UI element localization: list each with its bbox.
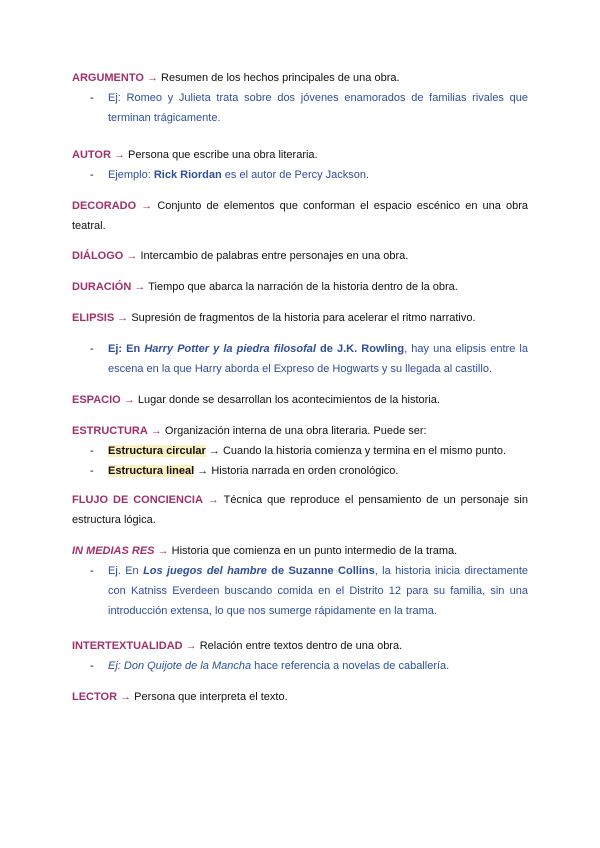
definition: Intercambio de palabras entre personajes en una obra.	[140, 250, 409, 262]
entry-line	[72, 68, 528, 88]
example-text: , la historia inicia directamente con Katniss Everdeen buscando comida en el Distrito 12 para su familia, sin una introducción extensa, lo que nos sumerge rápidamente en la trama.	[108, 565, 528, 617]
entry-argumento	[72, 68, 528, 128]
definition: Persona que interpreta el texto.	[134, 691, 288, 703]
author-name: de Suzanne Collins	[266, 565, 375, 577]
list-item	[72, 461, 528, 481]
bullet-dash: -	[90, 445, 94, 457]
term: INTERTEXTUALIDAD	[72, 640, 183, 652]
entry-decorado	[72, 196, 528, 236]
arrow-glyph: →	[208, 445, 220, 457]
arrow-glyph: →	[157, 545, 169, 557]
term: ESPACIO	[72, 394, 121, 406]
arrow-glyph: →	[113, 149, 125, 161]
term: FLUJO DE CONCIENCIA	[72, 494, 203, 506]
entry-espacio	[72, 390, 528, 410]
entry-estructura	[72, 421, 528, 481]
definition: Tiempo que abarca la narración de la historia dentro de la obra.	[148, 281, 458, 293]
definition: Conjunto de elementos que conforman el espacio escénico en una obra teatral.	[72, 200, 529, 232]
entry-line	[72, 421, 528, 441]
arrow-glyph: →	[126, 250, 138, 262]
arrow-glyph: →	[117, 312, 129, 324]
term: DURACIÓN	[72, 281, 132, 293]
entry-lector	[72, 687, 528, 707]
entry-intertextualidad	[72, 636, 528, 676]
bullet-dash: -	[90, 169, 94, 181]
term: ARGUMENTO	[72, 72, 144, 84]
entry-line	[72, 145, 528, 165]
definition: Supresión de fragmentos de la historia para acelerar el ritmo narrativo.	[131, 312, 476, 324]
entry-duracion	[72, 277, 528, 297]
item-text: Cuando la historia comienza y termina en el mismo punto.	[222, 445, 507, 457]
example-item	[72, 165, 528, 185]
example-text: hace referencia a novelas de caballería.	[251, 660, 450, 672]
example-item	[72, 88, 528, 128]
definition: Resumen de los hechos principales de una obra.	[161, 72, 400, 84]
bullet-dash: -	[90, 92, 94, 104]
bullet-dash: -	[90, 565, 94, 577]
entry-line	[72, 541, 528, 561]
entry-flujo-de-conciencia	[72, 490, 528, 530]
example-prefix: Ej: En	[108, 343, 145, 355]
term: ESTRUCTURA	[72, 425, 148, 437]
author-name: Rick Riordan	[153, 169, 222, 181]
example-text: , hay una elipsis entre la escena en la que Harry aborda el Expreso de Hogwarts y su llegada al castillo.	[108, 343, 528, 375]
highlighted-label: Estructura circular	[108, 445, 206, 457]
example-item	[72, 656, 528, 676]
term: LECTOR	[72, 691, 118, 703]
example-suffix: es el autor de Percy Jackson.	[221, 169, 370, 181]
entry-autor	[72, 145, 528, 185]
definition: Lugar donde se desarrollan los acontecimientos de la historia.	[137, 394, 440, 406]
entry-dialogo	[72, 246, 528, 266]
entry-line	[72, 308, 528, 328]
example-item	[72, 561, 528, 621]
bullet-dash: -	[90, 465, 94, 477]
example-prefix: Ej. En	[108, 565, 144, 577]
definition: Relación entre textos dentro de una obra.	[199, 640, 403, 652]
arrow-glyph: →	[120, 691, 132, 703]
definition: Organización interna de una obra literaria. Puede ser:	[164, 425, 427, 437]
arrow-glyph: →	[134, 281, 146, 293]
entry-line	[72, 636, 528, 656]
example-item	[72, 339, 528, 379]
list-item	[72, 441, 528, 461]
book-title: Los juegos del hambre	[143, 565, 267, 577]
term: ELIPSIS	[72, 312, 115, 324]
arrow-glyph: →	[123, 394, 135, 406]
definition: Técnica que reproduce el pensamiento de un personaje sin estructura lógica.	[72, 494, 528, 526]
author-name: de J.K. Rowling	[315, 343, 405, 355]
entry-elipsis	[72, 308, 528, 379]
arrow-glyph: →	[141, 200, 153, 212]
term: AUTOR	[72, 149, 111, 161]
book-title: Harry Potter y la piedra filosofal	[144, 343, 316, 355]
definition: Persona que escribe una obra literaria.	[128, 149, 318, 161]
example-text: Ej: Romeo y Julieta trata sobre dos jóvenes enamorados de familias rivales que terminan trágicamente.	[108, 92, 528, 124]
highlighted-label: Estructura lineal	[108, 465, 195, 477]
item-text: Historia narrada en orden cronológico.	[211, 465, 399, 477]
term: DECORADO	[72, 200, 137, 212]
definition: Historia que comienza en un punto intermedio de la trama.	[171, 545, 458, 557]
term: DIÁLOGO	[72, 250, 124, 262]
arrow-glyph: →	[146, 72, 158, 84]
example-prefix: Ejemplo:	[108, 169, 154, 181]
example-title: Ej: Don Quijote de la Mancha	[108, 660, 252, 672]
arrow-glyph: →	[197, 465, 209, 477]
bullet-dash: -	[90, 343, 94, 355]
term: IN MEDIAS RES	[72, 545, 155, 557]
entry-in-medias-res	[72, 541, 528, 621]
arrow-glyph: →	[207, 494, 219, 506]
arrow-glyph: →	[185, 640, 197, 652]
bullet-dash: -	[90, 660, 94, 672]
arrow-glyph: →	[150, 425, 162, 437]
